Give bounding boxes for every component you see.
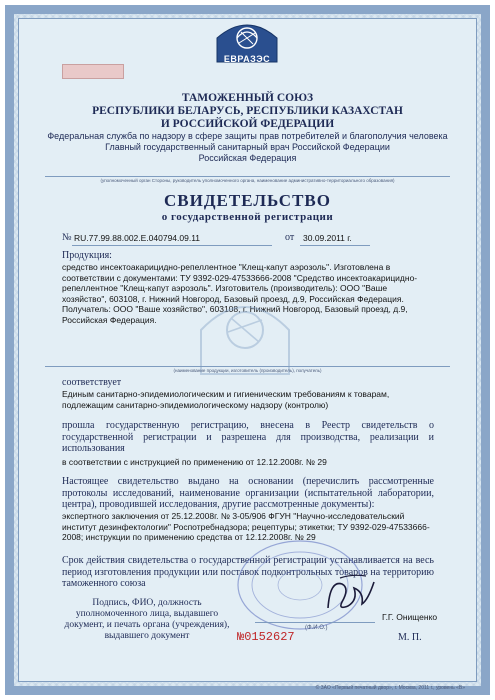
printer-footer: © ЗАО «Первый печатный двор», г. Москва, 2011 г., уровень «В» xyxy=(315,685,465,691)
date-rule xyxy=(300,245,370,246)
basis-text: Настоящее свидетельство выдано на основании (перечислить рассмотренные протоколы исследований, наименование организации (испытательной лаборатории, центра), проводившей исследования, другие рассмотренные документы): xyxy=(62,476,434,510)
product-rule xyxy=(45,366,450,367)
date-prefix: от xyxy=(285,232,295,243)
official-title: Главный государственный санитарный врач Российской Федерации xyxy=(105,142,390,152)
header-line-1: ТАМОЖЕННЫЙ СОЮЗ xyxy=(181,92,314,104)
header-line-2: РЕСПУБЛИКИ БЕЛАРУСЬ, РЕСПУБЛИКИ КАЗАХСТАН xyxy=(92,105,403,117)
compliance-label: соответствует xyxy=(62,377,122,388)
header-line-3: И РОССИЙСКОЙ ФЕДЕРАЦИИ xyxy=(160,118,335,130)
registration-stamp-box xyxy=(62,64,124,79)
compliance-text: Единым санитарно-эпидемиологическим и гигиеническим требованиям к товарам, подлежащим санитарно-эпидемиологическому надзору (контролю) xyxy=(62,389,390,410)
number-prefix: № xyxy=(62,232,72,243)
registration-number: RU.77.99.88.002.E.040794.09.11 xyxy=(74,233,201,243)
signature-icon xyxy=(320,570,380,620)
eurasec-emblem xyxy=(215,18,279,64)
official-name: Г.Г. Онищенко xyxy=(382,612,438,622)
basis-documents: экспертного заключения от 25.12.2008г. № 3-05/906 ФГУН "Научно-исследовательский институт дезинфектологии" Роспотребнадзора; рецептуры; этикетки; ТУ 9392-029-47533666-2008; инструкции по применению средства от 12.12.2008г. № 29 xyxy=(62,511,430,542)
certificate-subtitle: о государственной регистрации xyxy=(161,211,334,223)
signature-rule xyxy=(255,622,375,623)
validity-text: Срок действия свидетельства о государственной регистрации устанавливается на весь период изготовления продукции или поставок подконтрольных товаров на территорию таможенного союза xyxy=(62,555,434,589)
handwritten-signature xyxy=(320,570,380,620)
registration-date: 30.09.2011 г. xyxy=(303,233,352,243)
certificate-title: СВИДЕТЕЛЬСТВО xyxy=(164,191,331,210)
country-name: Российская Федерация xyxy=(198,153,297,163)
emblem-label: ЕВРАЗЭС xyxy=(223,54,271,64)
number-rule xyxy=(72,245,272,246)
seal-place-marker: М. П. xyxy=(398,632,422,643)
registry-text: прошла государственную регистрацию, внесена в Реестр свидетельств о государственной регистрации и разрешена для производства, реализации и использования xyxy=(62,420,434,454)
product-description: средство инсектоакарицидно-репеллентное "Клещ-капут аэрозоль". Изготовлена в соответствии с документами: ТУ 9392-029-47533666-2008 "Средство инсектоакарицидно-репеллентное "Клещ-капут аэрозоль". Изготовитель (производитель): ООО "Ваше хозяйство", 603108, г. Нижний Новгород, Базовый проезд, д.9, Российская Федерация. Получатель: ООО "Ваше хозяйство", 603108, г. Нижний Новгород, Базовый проезд, д.9, Российская Федерация. xyxy=(62,262,418,325)
product-label: Продукция: xyxy=(62,250,112,261)
header-small-note: (уполномоченный орган Стороны, руководитель уполномоченного органа, наименование административно-территориального образования) xyxy=(100,178,395,183)
serial-number: №0152627 xyxy=(237,630,295,644)
registry-instruction: в соответствии с инструкцией по применению от 12.12.2008г. № 29 xyxy=(62,457,327,467)
signature-instructions: Подпись, ФИО, должность уполномоченного лица, выдавшего документ, и печать органа (учреждения), выдавшего документ xyxy=(64,598,230,641)
agency-name: Федеральная служба по надзору в сфере защиты прав потребителей и благополучия человека xyxy=(47,131,448,141)
header-rule xyxy=(45,176,450,177)
fio-caption: (Ф.И.О.) xyxy=(305,625,328,631)
product-small-note: (наименование продукции, изготовитель (производитель), получатель) xyxy=(173,368,322,373)
